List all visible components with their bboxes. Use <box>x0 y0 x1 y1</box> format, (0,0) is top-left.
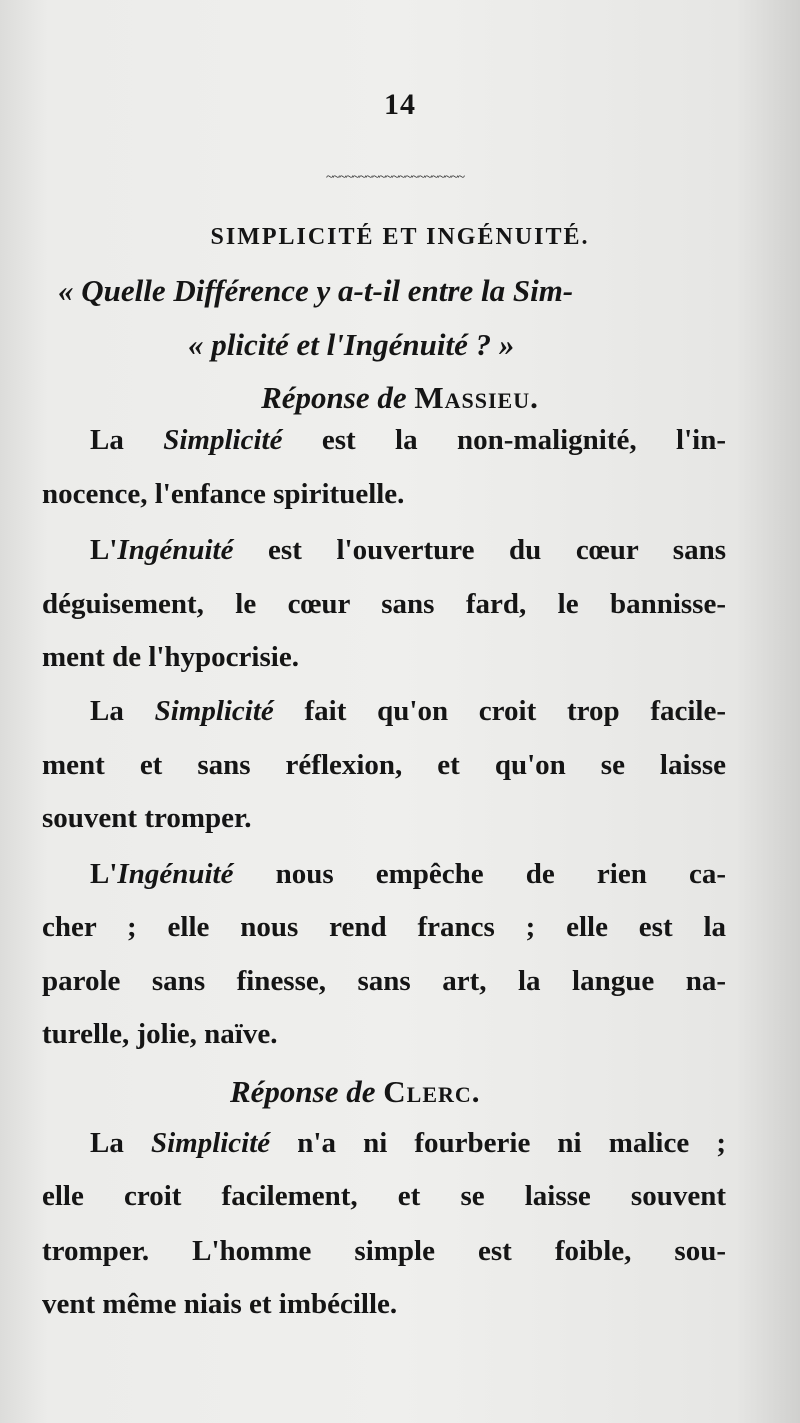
text-line: parole sans finesse, sans art, la langue na- <box>42 965 726 997</box>
text-line: L'Ingénuité est l'ouverture du cœur sans <box>90 534 726 566</box>
text-line: déguisement, le cœur sans fard, le bannisse- <box>42 588 726 620</box>
text-line: vent même niais et imbécille. <box>42 1288 398 1320</box>
text-line: L'Ingénuité nous empêche de rien ca- <box>90 858 726 890</box>
ornament-rule: ~~~~~~~~~~~~~~~~~~~~~ <box>325 170 465 180</box>
answer-heading-clerc <box>230 1074 481 1110</box>
text-line: ment de l'hypocrisie. <box>42 641 299 673</box>
answer-heading-massieu <box>0 380 800 416</box>
answer-heading-prefix: Réponse de <box>230 1074 376 1109</box>
answer-heading-name: Clerc. <box>383 1074 481 1109</box>
text-line: souvent tromper. <box>42 802 252 834</box>
text-line: turelle, jolie, naïve. <box>42 1018 278 1050</box>
text-line: tromper. L'homme simple est foible, sou- <box>42 1235 726 1267</box>
text-line: La Simplicité fait qu'on croit trop facile- <box>90 695 726 727</box>
answer-heading-name: Massieu. <box>414 380 539 415</box>
page-number: 14 <box>384 88 416 121</box>
text-line: nocence, l'enfance spirituelle. <box>42 478 405 510</box>
text-line: elle croit facilement, et se laisse souvent <box>42 1180 726 1212</box>
text-line: La Simplicité est la non-malignité, l'in- <box>90 424 726 456</box>
text-line: ment et sans réflexion, et qu'on se laisse <box>42 749 726 781</box>
answer-heading-prefix: Réponse de <box>261 380 407 415</box>
text-line: La Simplicité n'a ni fourberie ni malice ; <box>90 1127 727 1159</box>
section-title: SIMPLICITÉ ET INGÉNUITÉ. <box>210 224 590 250</box>
text-line: cher ; elle nous rend francs ; elle est la <box>42 911 726 943</box>
book-page: 14 ~~~~~~~~~~~~~~~~~~~~~ SIMPLICITÉ ET INGÉNUITÉ. « Quelle Différence y a-t-il entre la Sim- « plicité et l'Ingénuité ? » Réponse de Massieu. Réponse de Clerc. La Simplicité est la non-malignité, l'in- nocence, l'enfance spirituelle. L'Ingénuité est l'ouverture du cœur sans déguisement, le cœur sans fard, le bannisse- ment de l'hypocrisie. La Simplicité fait qu'on croit trop facile- ment et sans réflexion, et qu'on se laisse souvent tromper. L'Ingénuité nous empêche de rien ca- cher ; elle nous rend francs ; elle est la parole sans finesse, sans art, la langue na- turelle, jolie, naïve. La Simplicité n'a ni fourberie ni malice ; elle croit facilement, et se laisse souvent tromper. L'homme simple est foible, sou- vent même niais et imbécille. <box>0 0 800 1423</box>
